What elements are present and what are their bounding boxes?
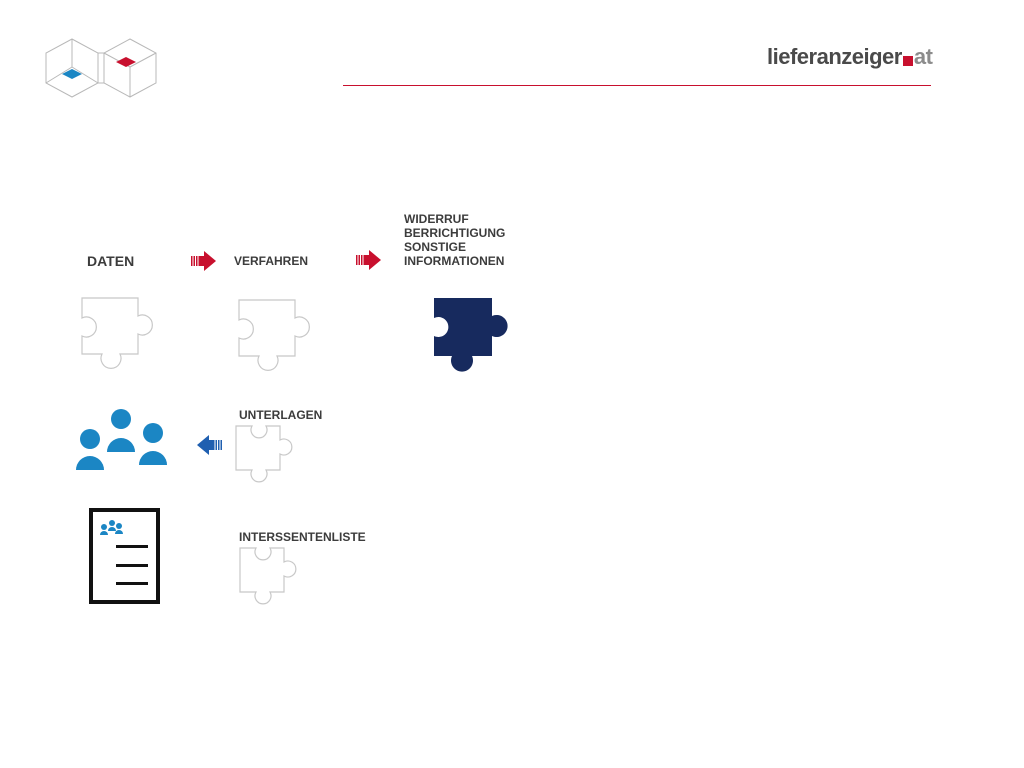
label-verfahren: VERFAHREN — [234, 254, 309, 268]
arrow-left-icon — [196, 434, 222, 456]
label-daten: DATEN — [87, 253, 135, 269]
puzzle-piece-icon — [237, 298, 327, 388]
puzzle-piece-icon — [238, 546, 308, 616]
puzzle-piece-filled-icon — [432, 296, 522, 386]
logo-cubes-icon — [42, 37, 162, 107]
brand-tld: at — [913, 44, 933, 69]
arrow-right-icon — [356, 249, 382, 271]
label-widerruf — [404, 212, 505, 268]
arrow-right-icon — [191, 250, 217, 272]
header-divider — [343, 85, 931, 86]
label-widerruf-line: SONSTIGE — [404, 240, 467, 254]
document-list-icon — [88, 507, 162, 605]
brand-name: lieferanzeiger — [767, 44, 902, 69]
label-unterlagen: UNTERLAGEN — [239, 408, 323, 422]
people-group-icon — [74, 408, 174, 478]
label-interessentenliste: INTERSSENTENLISTE — [239, 530, 366, 544]
puzzle-piece-icon — [80, 296, 170, 386]
label-widerruf-line: BERRICHTIGUNG — [404, 226, 506, 240]
puzzle-piece-icon — [234, 424, 304, 494]
label-widerruf-line: WIDERRUF — [404, 212, 469, 226]
label-widerruf-line: INFORMATIONEN — [404, 254, 505, 268]
brand-logo — [767, 44, 932, 70]
brand-dot — [903, 56, 913, 66]
